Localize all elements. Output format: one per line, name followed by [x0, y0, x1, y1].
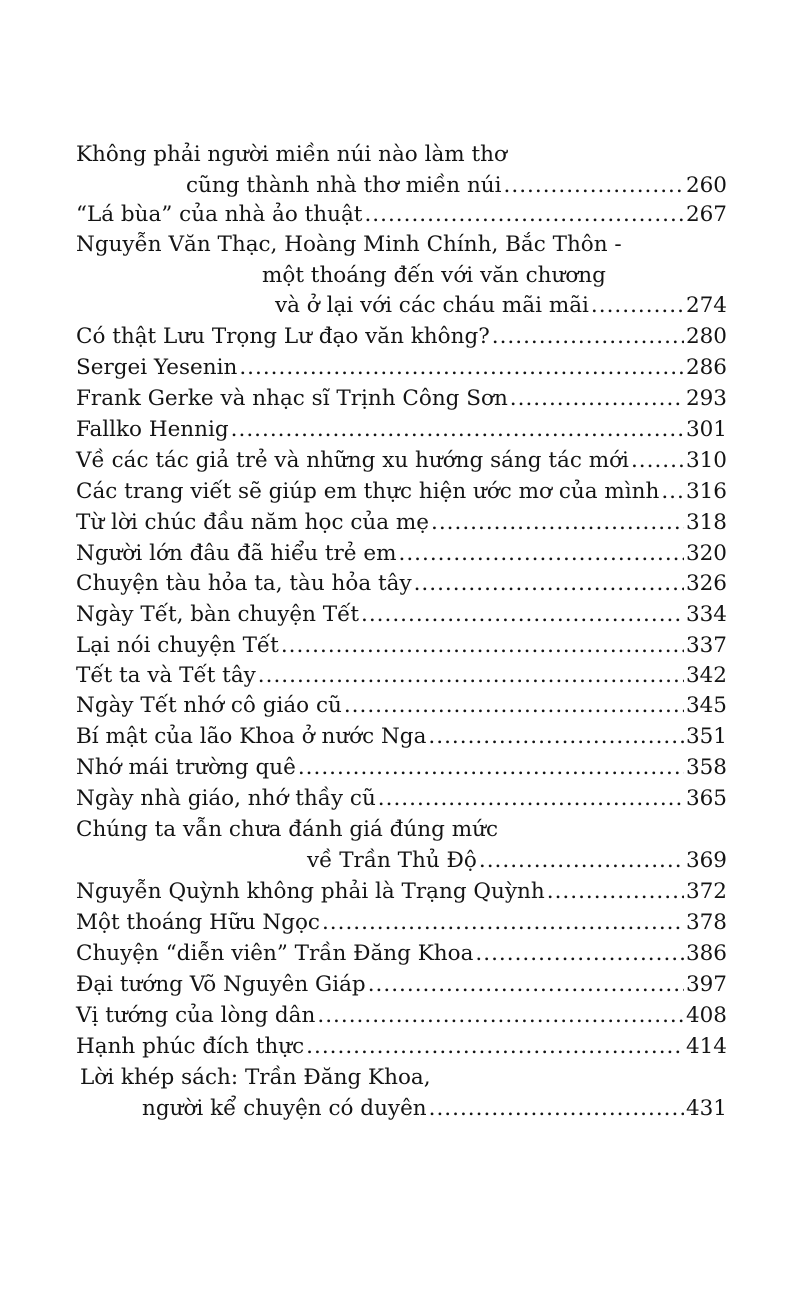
toc-entry-title: Không phải người miền núi nào làm thơ — [76, 142, 507, 167]
toc-entry-line — [76, 199, 727, 230]
toc-entry-title: Nguyễn Quỳnh không phải là Trạng Quỳnh — [76, 879, 545, 904]
toc-entry-line — [76, 414, 727, 445]
page-number: 260 — [685, 172, 727, 198]
dot-leader — [431, 507, 684, 538]
toc-entry-line — [76, 721, 727, 752]
toc-entry-line — [76, 352, 727, 383]
page-number: 408 — [685, 1003, 727, 1028]
toc-entry-title: Vị tướng của lòng dân — [76, 1003, 316, 1028]
toc-entry-line — [76, 476, 727, 507]
toc-entry-line — [80, 1062, 431, 1093]
toc-entry-line — [142, 1093, 727, 1124]
toc-entry-title: người kể chuyện có duyên — [142, 1095, 427, 1121]
dot-leader — [591, 290, 684, 321]
page-number: 351 — [685, 724, 727, 749]
toc-entry-line — [76, 783, 727, 814]
toc-entry-title: Nguyễn Văn Thạc, Hoàng Minh Chính, Bắc Thôn - — [76, 232, 622, 257]
toc-entry-line — [76, 568, 727, 599]
toc-entry-title: Sergei Yesenin — [76, 355, 238, 380]
toc-entry-line — [76, 969, 727, 1000]
toc-entry-title: Các trang viết sẽ giúp em thực hiện ước mơ của mình — [76, 479, 660, 504]
toc-entry-line — [76, 599, 727, 630]
toc-entry-title: Có thật Lưu Trọng Lư đạo văn không? — [76, 324, 490, 349]
toc-entry-line — [76, 938, 727, 969]
toc-entry-line — [76, 507, 727, 538]
page-number: 267 — [685, 202, 727, 227]
toc-entry-line — [76, 229, 622, 260]
toc-entry-title: Frank Gerke và nhạc sĩ Trịnh Công Sơn — [76, 386, 508, 411]
toc-entry-line — [76, 630, 727, 661]
toc-entry-line — [76, 752, 727, 783]
toc-entry-title: Bí mật của lão Khoa ở nước Nga — [76, 724, 427, 749]
toc-entry-line — [307, 845, 727, 876]
page-number: 320 — [685, 541, 727, 566]
toc-entry-line — [76, 1000, 727, 1031]
toc-entry-title: Về các tác giả trẻ và những xu hướng sáng tác mới — [76, 448, 629, 473]
toc-entry-line — [76, 383, 727, 414]
page-number: 334 — [685, 602, 727, 627]
page-number: 326 — [685, 571, 727, 596]
page-number: 358 — [685, 755, 727, 780]
page-number: 318 — [685, 510, 727, 535]
toc-entry-line — [76, 538, 727, 569]
toc-entry-title: Lời khép sách: Trần Đăng Khoa, — [80, 1065, 431, 1090]
page-number: 342 — [685, 663, 727, 688]
toc-entry-title: Nhớ mái trường quê — [76, 755, 296, 780]
toc-entry-title: Chuyện “diễn viên” Trần Đăng Khoa — [76, 941, 474, 966]
page-number: 365 — [685, 786, 727, 811]
toc-entry-title: Từ lời chúc đầu năm học của mẹ — [76, 510, 429, 535]
toc-entry-title: Người lớn đâu đã hiểu trẻ em — [76, 541, 397, 566]
toc-entry-title: Fallko Hennig — [76, 417, 229, 442]
dot-leader — [428, 721, 684, 752]
toc-entry-title: và ở lại với các cháu mãi mãi — [275, 293, 589, 319]
page-number: 274 — [685, 293, 727, 319]
dot-leader — [510, 383, 684, 414]
toc-entry-line — [76, 876, 727, 907]
toc-entry-title: Ngày nhà giáo, nhớ thầy cũ — [76, 786, 376, 811]
toc-entry-line — [76, 690, 727, 721]
page-number: 286 — [685, 355, 727, 380]
dot-leader — [479, 845, 684, 876]
dot-leader — [361, 599, 684, 630]
toc-entry-title: Ngày Tết, bàn chuyện Tết — [76, 602, 360, 627]
dot-leader — [368, 969, 684, 1000]
dot-leader — [306, 1031, 684, 1062]
page-number: 316 — [685, 479, 727, 504]
dot-leader — [364, 199, 684, 230]
toc-entry-title: Lại nói chuyện Tết — [76, 633, 279, 658]
page-number: 301 — [685, 417, 727, 442]
dot-leader — [414, 568, 684, 599]
dot-leader — [239, 352, 684, 383]
page-number: 431 — [685, 1095, 727, 1121]
toc-entry-line — [186, 170, 727, 201]
dot-leader — [258, 660, 684, 691]
toc-entry-line — [262, 260, 606, 291]
page-number: 386 — [685, 941, 727, 966]
toc-entry-title: Chúng ta vẫn chưa đánh giá đúng mức — [76, 817, 499, 842]
toc-entry-title: Chuyện tàu hỏa ta, tàu hỏa tây — [76, 571, 412, 596]
dot-leader — [547, 876, 684, 907]
dot-leader — [317, 1000, 684, 1031]
toc-entry-line — [76, 660, 727, 691]
page-number: 345 — [685, 693, 727, 718]
page-number: 378 — [685, 910, 727, 935]
page-number: 397 — [685, 972, 727, 997]
toc-entry-title: Hạnh phúc đích thực — [76, 1034, 305, 1059]
page-number: 369 — [685, 847, 727, 873]
toc-entry-title: cũng thành nhà thơ miền núi — [186, 172, 502, 198]
toc-entry-title: một thoáng đến với văn chương — [262, 262, 606, 288]
toc-entry-title: Tết ta và Tết tây — [76, 663, 256, 688]
toc-entry-title: Đại tướng Võ Nguyên Giáp — [76, 972, 366, 997]
dot-leader — [504, 170, 684, 201]
toc-entry-title: “Lá bùa” của nhà ảo thuật — [76, 202, 363, 227]
toc-entry-line — [76, 139, 507, 170]
toc-entry-title: Ngày Tết nhớ cô giáo cũ — [76, 693, 342, 718]
toc-entry-title: về Trần Thủ Độ — [307, 847, 477, 873]
dot-leader — [298, 752, 684, 783]
dot-leader — [661, 476, 684, 507]
dot-leader — [492, 321, 684, 352]
dot-leader — [398, 538, 683, 569]
dot-leader — [378, 783, 684, 814]
page-number: 280 — [685, 324, 727, 349]
dot-leader — [475, 938, 684, 969]
toc-entry-line — [76, 907, 727, 938]
dot-leader — [429, 1093, 684, 1124]
toc-entry-line — [76, 445, 727, 476]
dot-leader — [631, 445, 684, 476]
dot-leader — [231, 414, 684, 445]
toc-entry-line — [76, 814, 498, 845]
page-number: 337 — [685, 633, 727, 658]
dot-leader — [322, 907, 684, 938]
page-number: 414 — [685, 1034, 727, 1059]
toc-entry-title: Một thoáng Hữu Ngọc — [76, 910, 320, 935]
toc-entry-line — [76, 1031, 727, 1062]
dot-leader — [281, 630, 684, 661]
toc-entry-line — [275, 290, 727, 321]
dot-leader — [344, 690, 684, 721]
page-number: 372 — [685, 879, 727, 904]
page-number: 310 — [685, 448, 727, 473]
toc-entry-line — [76, 321, 727, 352]
page-number: 293 — [685, 386, 727, 411]
